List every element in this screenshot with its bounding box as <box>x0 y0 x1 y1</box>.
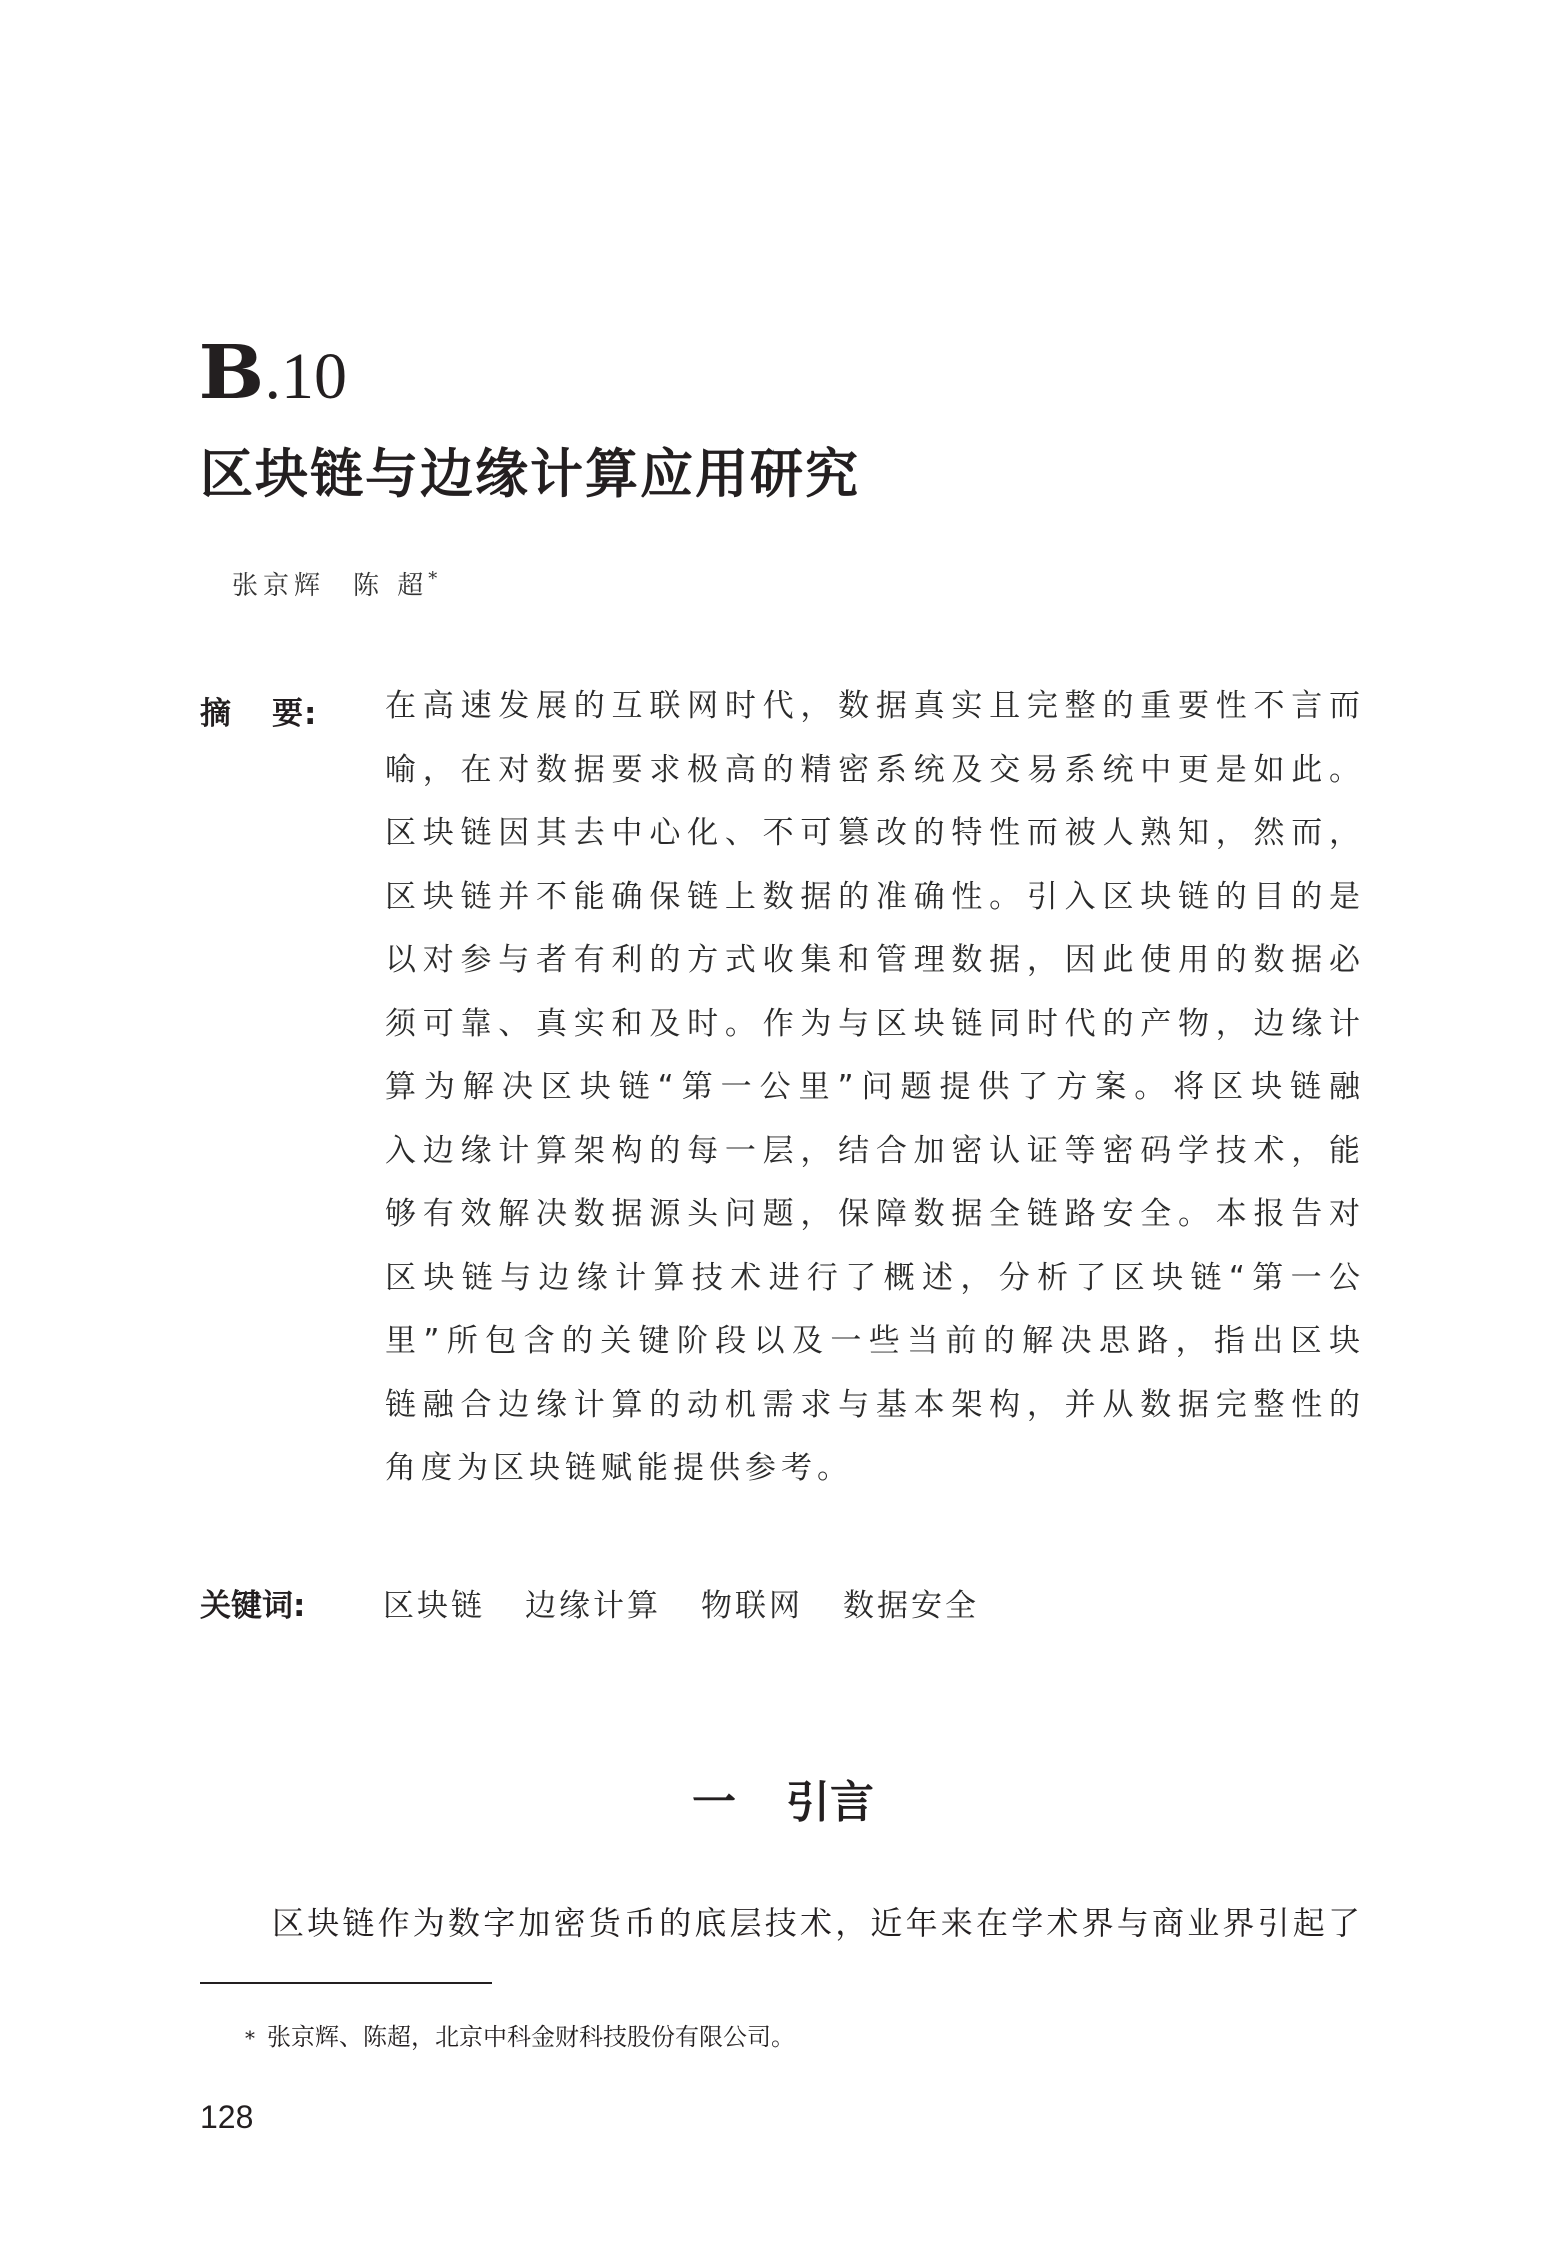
author-second: 陈 超 <box>353 571 429 601</box>
keywords-list <box>383 1580 979 1625</box>
author-first: 张京辉 <box>232 571 326 601</box>
chapter-letter: B <box>198 330 263 416</box>
abstract-line: 角度为区块链赋能提供参考。 <box>385 1450 853 1486</box>
section-number: 一 <box>692 1777 736 1828</box>
keyword-item: 区块链 <box>383 1588 485 1624</box>
abstract-label <box>200 688 317 733</box>
abstract-line: 以对参与者有利的方式收集和管理数据，因此使用的数据必 <box>385 942 1360 978</box>
authors <box>232 565 437 602</box>
body-paragraph-line: 区块链作为数字加密货币的底层技术，近年来在学术界与商业界引起了 <box>272 1904 1360 1942</box>
section-title: 引言 <box>786 1777 874 1828</box>
article-title: 区块链与边缘计算应用研究 <box>200 444 860 505</box>
page-number: 128 <box>200 2099 254 2135</box>
abstract-label-part2: 要: <box>272 696 318 732</box>
abstract-line: 在高速发展的互联网时代，数据真实且完整的重要性不言而 <box>385 688 1360 724</box>
footnote-marker: * <box>245 2026 255 2050</box>
abstract-line: 区块链并不能确保链上数据的准确性。引入区块链的目的是 <box>385 878 1360 915</box>
abstract-line: 算为解决区块链“第一公里”问题提供了方案。将区块链融 <box>385 1069 1360 1105</box>
abstract-line: 里”所包含的关键阶段以及一些当前的解决思路，指出区块 <box>385 1323 1360 1359</box>
keyword-item: 物联网 <box>701 1588 803 1624</box>
chapter-number: .10 <box>264 340 348 413</box>
abstract-line: 入边缘计算架构的每一层，结合加密认证等密码学技术，能 <box>385 1132 1360 1169</box>
footnote-divider <box>200 1982 492 1984</box>
section-heading <box>692 1766 874 1830</box>
abstract-body <box>385 684 1360 1510</box>
abstract-label-part1: 摘 <box>200 696 232 732</box>
abstract-line: 够有效解决数据源头问题，保障数据全链路安全。本报告对 <box>385 1196 1360 1232</box>
keywords-label: 关键词: <box>200 1588 306 1624</box>
chapter-label <box>200 330 347 420</box>
abstract-line: 区块链因其去中心化、不可篡改的特性而被人熟知，然而， <box>385 815 1360 851</box>
keyword-item: 边缘计算 <box>525 1588 661 1624</box>
keyword-item: 数据安全 <box>843 1588 979 1624</box>
author-footnote-marker: * <box>428 568 438 590</box>
abstract-line: 链融合边缘计算的动机需求与基本架构，并从数据完整性的 <box>385 1386 1360 1423</box>
footnote-text: 张京辉、陈超，北京中科金财科技股份有限公司。 <box>267 2023 795 2051</box>
abstract-line: 区块链与边缘计算技术进行了概述，分析了区块链“第一公 <box>385 1259 1360 1296</box>
abstract-line: 喻，在对数据要求极高的精密系统及交易系统中更是如此。 <box>385 751 1360 788</box>
abstract-line: 须可靠、真实和及时。作为与区块链同时代的产物，边缘计 <box>385 1005 1360 1042</box>
footnote <box>245 2017 795 2052</box>
